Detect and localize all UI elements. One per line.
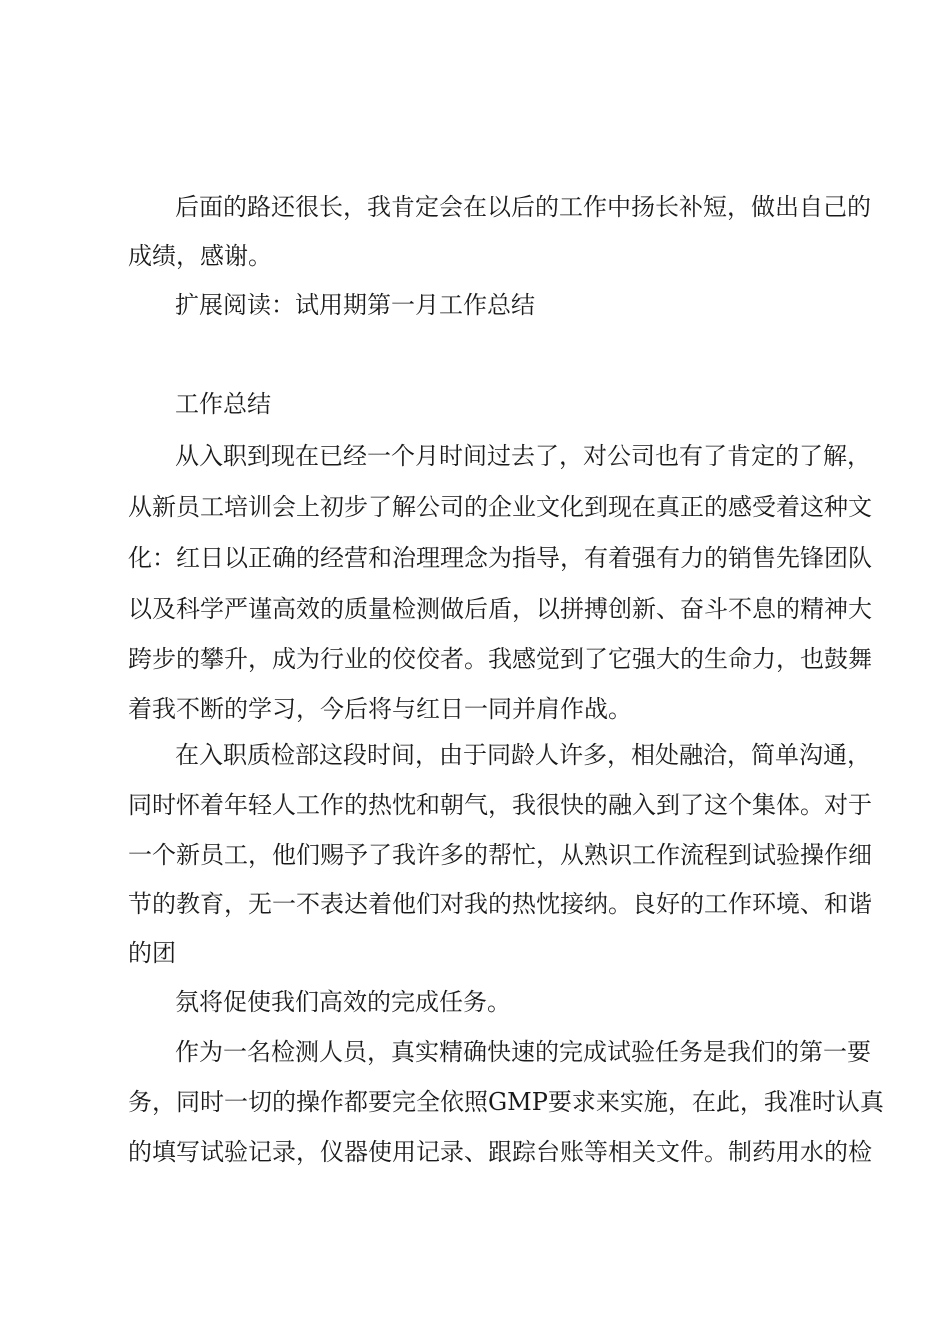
- line-text: 在入职质检部这段时间，由于同龄人许多，相处融洽，简单沟通，: [175, 741, 871, 769]
- text-line: [0, 980, 950, 1024]
- line-text: 氛将促使我们高效的完成任务。: [175, 988, 511, 1016]
- line-text: 同时怀着年轻人工作的热忱和朝气，我很快的融入到了这个集体。对于: [128, 791, 872, 819]
- text-line: [0, 687, 950, 731]
- line-text: 以及科学严谨高效的质量检测做后盾，以拼搏创新、奋斗不息的精神大: [128, 595, 872, 623]
- text-line: [0, 882, 950, 926]
- text-line: [0, 931, 950, 975]
- line-text: 工作总结: [175, 390, 271, 418]
- text-line: [0, 833, 950, 877]
- text-line: [0, 434, 950, 478]
- line-text: 务，同时一切的操作都要完全依照GMP要求来实施，在此，我准时认真: [128, 1088, 884, 1116]
- text-line: [0, 1030, 950, 1074]
- line-text: 从入职到现在已经一个月时间过去了，对公司也有了肯定的了解，: [175, 442, 871, 470]
- text-line: [0, 485, 950, 529]
- text-line: [0, 1080, 950, 1124]
- text-line: [0, 234, 950, 278]
- line-text: 从新员工培训会上初步了解公司的企业文化到现在真正的感受着这种文: [128, 493, 872, 521]
- line-text: 成绩，感谢。: [128, 242, 272, 270]
- text-line: [0, 536, 950, 580]
- line-text: 节的教育，无一不表达着他们对我的热忱接纳。良好的工作环境、和谐: [128, 890, 872, 918]
- text-line: [0, 185, 950, 229]
- section-heading: [0, 382, 950, 426]
- line-text: 的填写试验记录，仪器使用记录、跟踪台账等相关文件。制药用水的检: [128, 1138, 872, 1166]
- line-text: 跨步的攀升，成为行业的佼佼者。我感觉到了它强大的生命力，也鼓舞: [128, 645, 872, 673]
- line-text: 作为一名检测人员，真实精确快速的完成试验任务是我们的第一要: [175, 1038, 871, 1066]
- text-line: [0, 637, 950, 681]
- text-line: [0, 587, 950, 631]
- text-line: [0, 283, 950, 327]
- line-text: 扩展阅读：试用期第一月工作总结: [175, 291, 535, 319]
- line-text: 的团: [128, 939, 176, 967]
- text-line: [0, 783, 950, 827]
- line-text: 化：红日以正确的经营和治理理念为指导，有着强有力的销售先锋团队: [128, 544, 872, 572]
- line-text: 后面的路还很长，我肯定会在以后的工作中扬长补短，做出自己的: [175, 193, 871, 221]
- text-line: [0, 733, 950, 777]
- line-text: 着我不断的学习，今后将与红日一同并肩作战。: [128, 695, 632, 723]
- line-text: 一个新员工，他们赐予了我许多的帮忙，从熟识工作流程到试验操作细: [128, 841, 872, 869]
- text-line: [0, 1130, 950, 1174]
